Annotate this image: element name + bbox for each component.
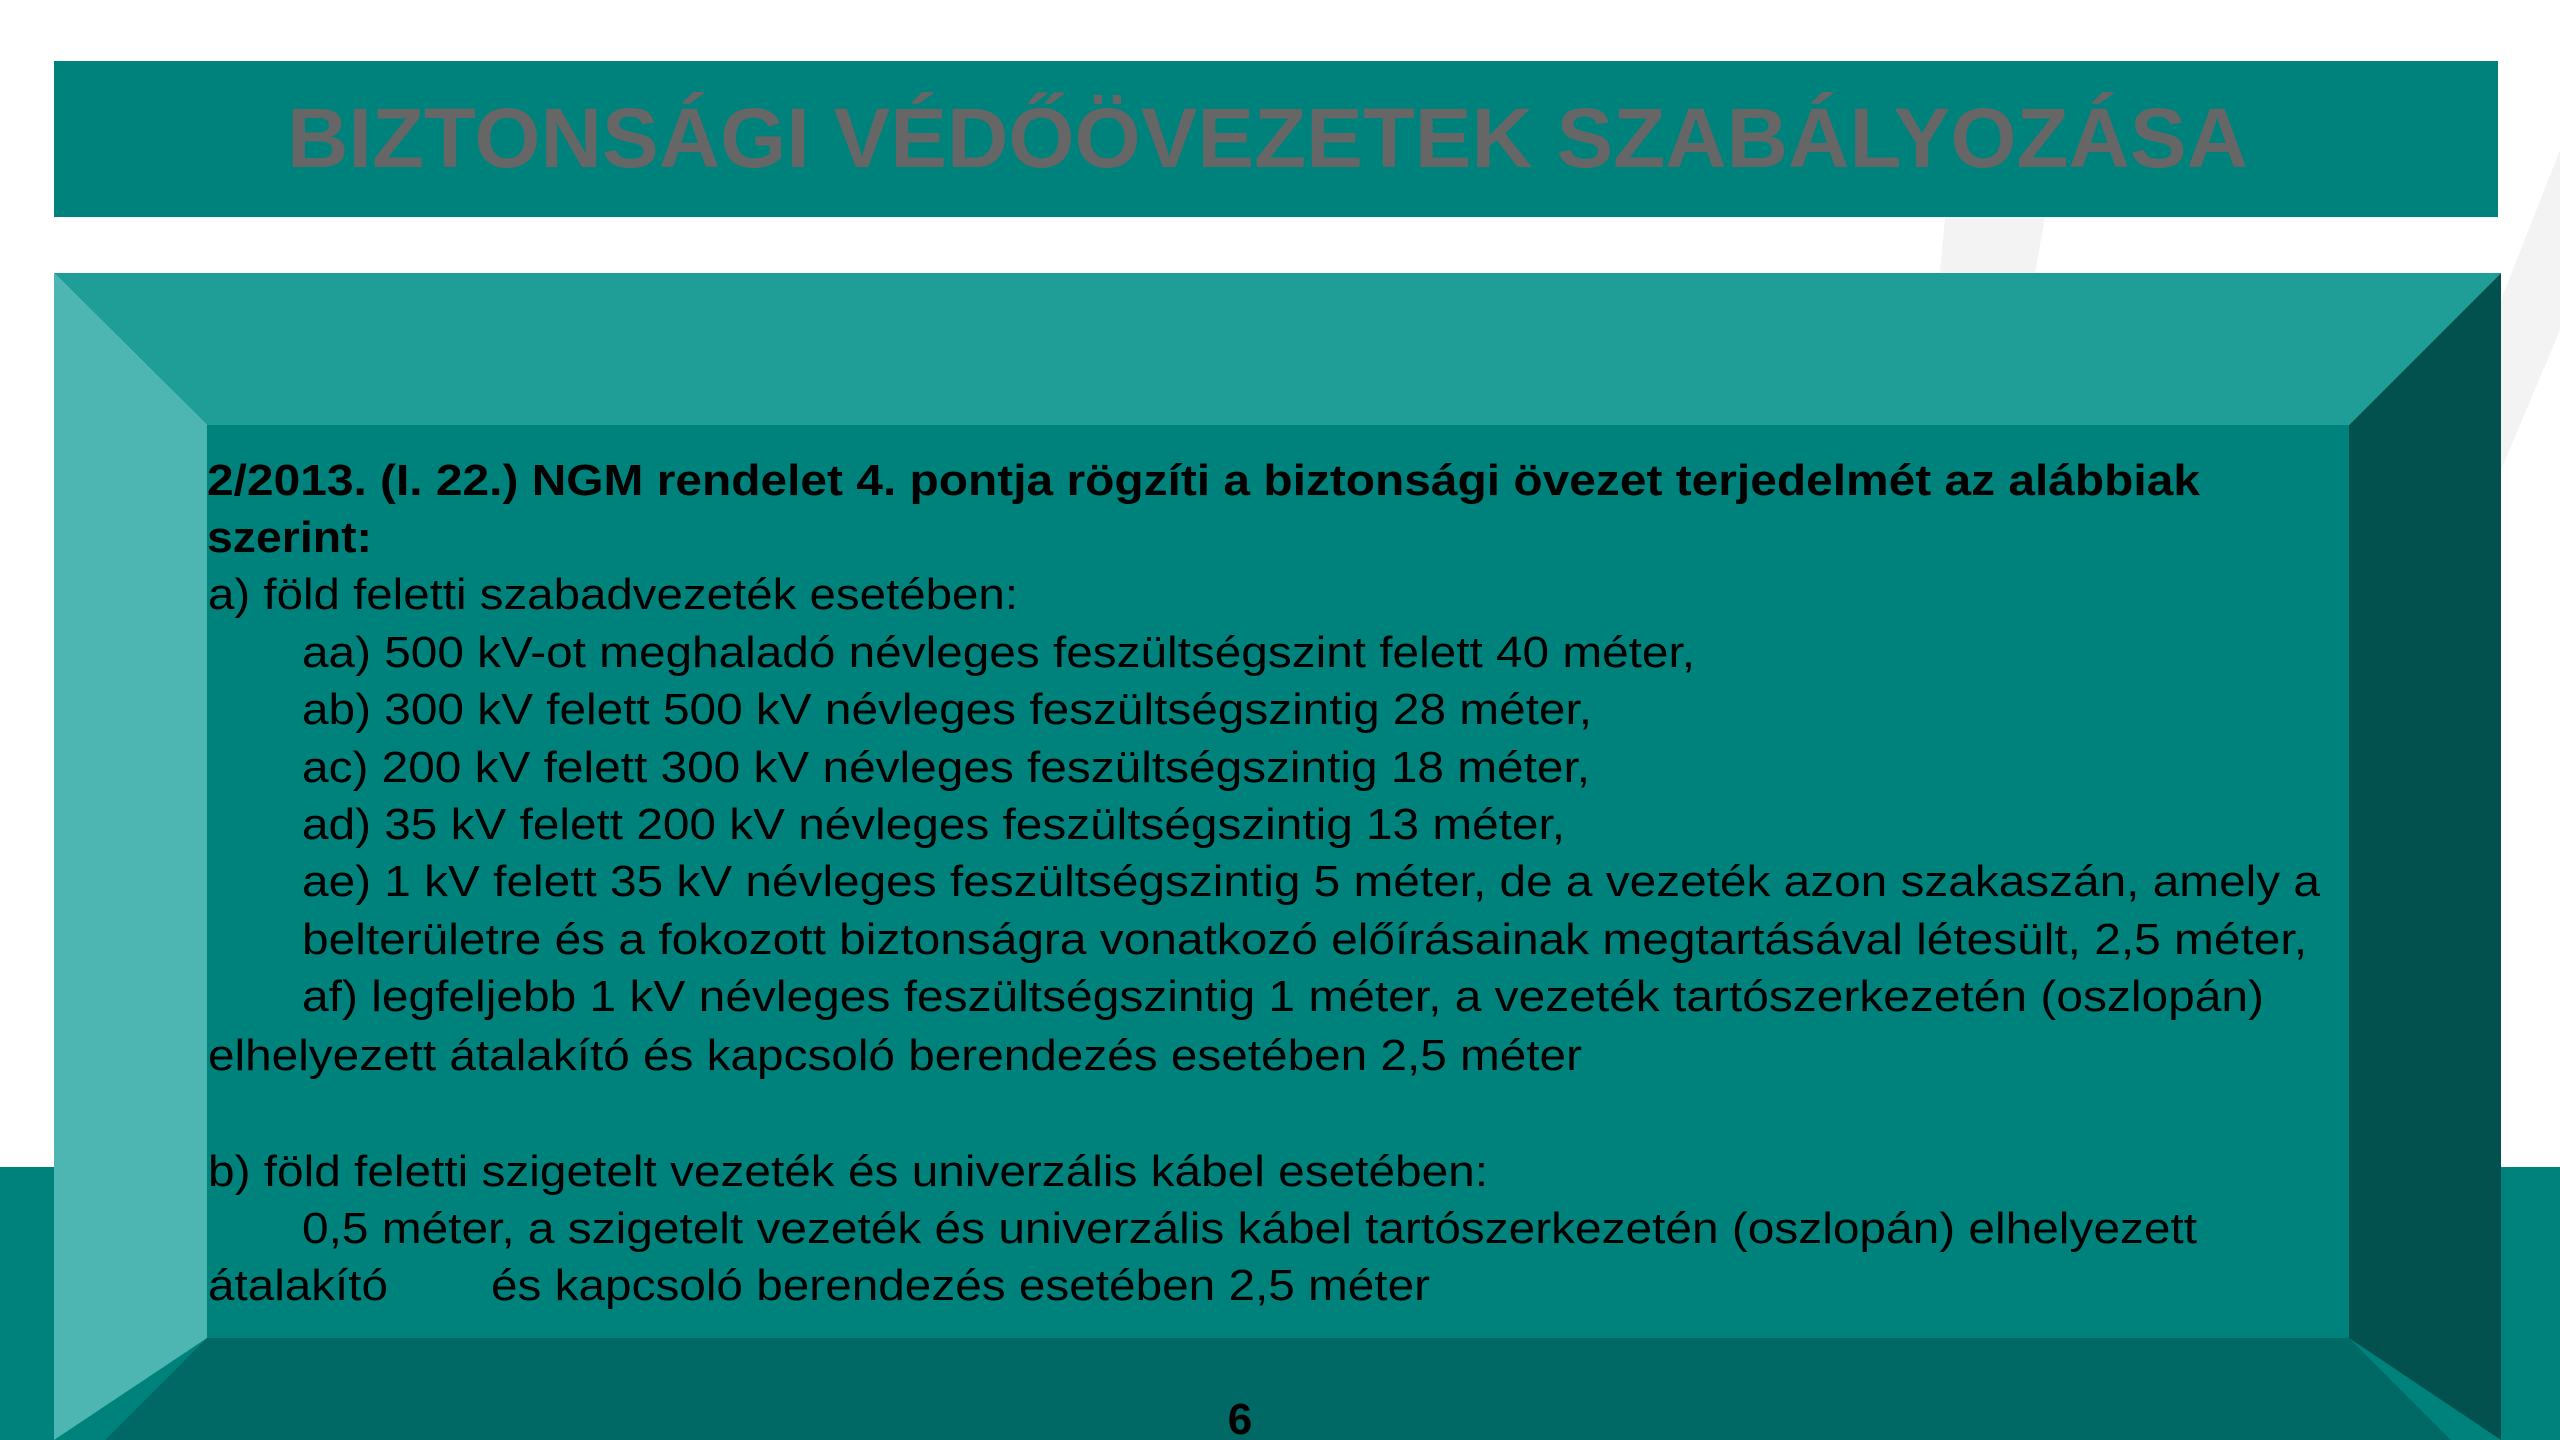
section-a-item-aa: aa) 500 kV-ot meghaladó névleges feszültségszint felett 40 méter, xyxy=(302,628,1695,677)
section-a-continuation: elhelyezett átalakító és kapcsoló berendezés esetében 2,5 méter xyxy=(208,1031,1582,1080)
section-a-item-ae: ae) 1 kV felett 35 kV névleges feszültségszintig 5 méter, de a vezeték azon szakaszán, amely a xyxy=(302,857,2321,906)
page-number: 6 xyxy=(1227,1395,1253,1440)
bevel-top xyxy=(54,273,2501,425)
section-a-item-ab: ab) 300 kV felett 500 kV névleges feszültségszintig 28 méter, xyxy=(302,685,1592,734)
section-a-item-ac: ac) 200 kV felett 300 kV névleges feszültségszintig 18 méter, xyxy=(302,743,1590,792)
section-b-continuation-part-1: átalakító xyxy=(208,1261,388,1310)
section-a-item-af: af) legfeljebb 1 kV névleges feszültségszintig 1 méter, a vezeték tartószerkezetén (oszlopán) xyxy=(302,972,2264,1021)
decor-stripe-right xyxy=(2501,150,2560,470)
section-b-heading: b) föld feletti szigetelt vezeték és univerzális kábel esetében: xyxy=(208,1147,1488,1196)
section-a-item-ad: ad) 35 kV felett 200 kV névleges feszültségszintig 13 méter, xyxy=(302,800,1565,849)
intro-line-2: szerint: xyxy=(207,513,372,562)
intro-line-1: 2/2013. (I. 22.) NGM rendelet 4. pontja rögzíti a biztonsági övezet terjedelmét az alábbiak xyxy=(207,456,2201,505)
bevel-bottom xyxy=(105,1338,2451,1440)
section-b-continuation-part-2: és kapcsoló berendezés esetében 2,5 méter xyxy=(491,1261,1430,1310)
section-a-item-ae-continued: belterületre és a fokozott biztonságra vonatkozó előírásainak megtartásával létesült, 2,5 méter, xyxy=(302,915,2307,964)
bevel-right xyxy=(2349,273,2501,1440)
section-a-heading: a) föld feletti szabadvezeték esetében: xyxy=(208,570,1018,619)
decor-stripe-left xyxy=(1940,217,2045,273)
slide-title: BIZTONSÁGI VÉDŐÖVEZETEK SZABÁLYOZÁSA xyxy=(287,91,2248,185)
section-b-item: 0,5 méter, a szigetelt vezeték és univerzális kábel tartószerkezetén (oszlopán) elhelyezett xyxy=(302,1204,2197,1253)
bevel-left xyxy=(54,273,207,1440)
